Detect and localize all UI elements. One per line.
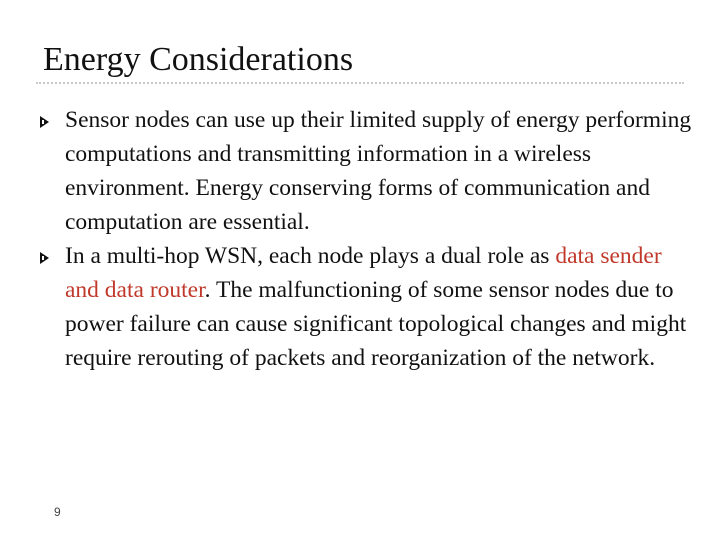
bullet-item-energy-supply [40, 103, 696, 239]
highlighted-term: data sender and data router [65, 243, 662, 303]
bullet-arrow-icon [40, 252, 49, 264]
bullet-text: Sensor nodes can use up their limited supply of energy performing computations and transmitting information in a wireless environment. Energy conserving forms of communication and computation are essential. [65, 107, 692, 235]
bullet-item-multihop-wsn [40, 239, 696, 375]
title-divider [36, 82, 684, 84]
bullet-arrow-icon [40, 116, 49, 128]
bullet-text-end: . The malfunctioning of some sensor nodes due to power failure can cause significant topological changes and might require rerouting of packets and reorganization of the network. [65, 277, 687, 371]
slide-title: Energy Considerations [43, 41, 354, 78]
page-number: 9 [54, 505, 61, 519]
bullet-list [40, 103, 696, 375]
bullet-text-start: In a multi-hop WSN, each node plays a dual role as [65, 243, 556, 269]
